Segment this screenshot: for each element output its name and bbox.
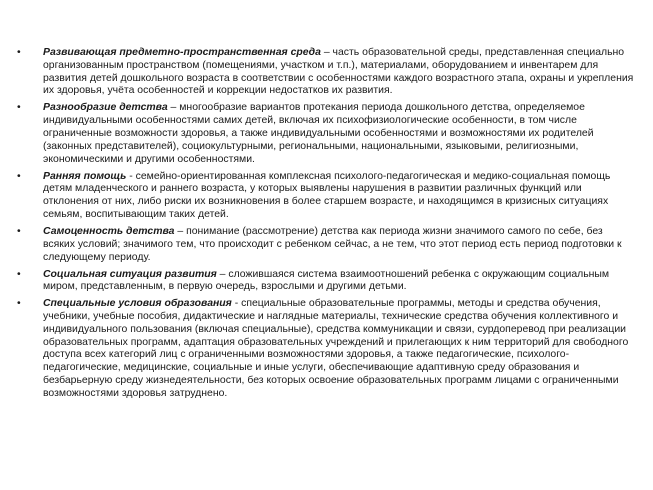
bullet-icon: • bbox=[17, 298, 21, 310]
definition-text: – многообразие вариантов протекания периода дошкольного детства, определяемое индивидуальными особенностями самих детей, включая их психофизиологические особенности, в том числе ограниченные возможности здоровья, а также индивидуальными особенностями и возможностями их родителей (законных представителей), социокультурными, региональными, национальными, языковыми, религиозными, экономическими и другими особенностями. bbox=[43, 102, 594, 165]
definition-item bbox=[17, 226, 637, 264]
definition-term: Самоценность детства bbox=[43, 225, 175, 237]
definition-term: Разнообразие детства bbox=[43, 102, 168, 114]
definition-term: Социальная ситуация развития bbox=[43, 268, 217, 280]
definition-term: Специальные условия образования bbox=[43, 298, 232, 310]
bullet-icon: • bbox=[17, 170, 21, 182]
definition-item bbox=[17, 171, 637, 222]
definition-term: Развивающая предметно-пространственная среда bbox=[43, 47, 321, 58]
definition-term: Ранняя помощь bbox=[43, 170, 127, 182]
definition-text: – часть образовательной среды, представленная специально организованным пространством (помещениями, участком и т.п.), материалами, оборудованием и инвентарем для развития детей дошкольного возраста в соответствии с особенностями каждого возрастного этапа, охраны и укрепления их здоровья, учёта особенностей и коррекции недостатков их развития. bbox=[43, 47, 634, 97]
bullet-icon: • bbox=[17, 102, 21, 114]
bullet-icon: • bbox=[17, 47, 21, 58]
definition-item bbox=[17, 102, 637, 166]
definition-item bbox=[17, 47, 637, 98]
bullet-icon: • bbox=[17, 225, 21, 237]
definition-item bbox=[17, 298, 637, 400]
definition-text: – сложившаяся система взаимоотношений ребенка с окружающим социальным миром, представленным, в первую очередь, взрослыми и другими детьми. bbox=[43, 268, 610, 293]
definition-text: – понимание (рассмотрение) детства как периода жизни значимого самого по себе, без всяких условий; значимого тем, что происходит с ребенком сейчас, а не тем, что этот период есть период подготовки к следующему периоду. bbox=[43, 225, 622, 263]
bullet-icon: • bbox=[17, 268, 21, 280]
definition-text: - специальные образовательные программы, методы и средства обучения, учебники, учебные пособия, дидактические и наглядные материалы, технические средства обучения коллективного и индивидуального пользования (включая специальные), средства коммуникации и связи, сурдоперевод при реализации образовательных программ, адаптация образовательных учреждений и прилегающих к ним территорий для свободного доступа всех категорий лиц с ограниченными возможностями здоровья, а также педагогические, психолого-педагогические, медицинские, социальные и иные услуги, обеспечивающие адаптивную среду образования и безбарьерную среду жизнедеятельности, без которых освоение образовательных программ лицами с ограниченными возможностями здоровья затруднено. bbox=[43, 298, 629, 399]
definition-item bbox=[17, 269, 637, 295]
definition-text: - семейно-ориентированная комплексная психолого-педагогическая и медико-социальная помощь детям младенческого и раннего возраста, у которых выявлены нарушения в развитии различных функций или отклонения от них, либо риски их возникновения в более старшем возрасте, и находящимся в кризисных ситуациях семьям, воспитывающим таких детей. bbox=[43, 170, 611, 220]
definitions-list bbox=[17, 47, 637, 405]
